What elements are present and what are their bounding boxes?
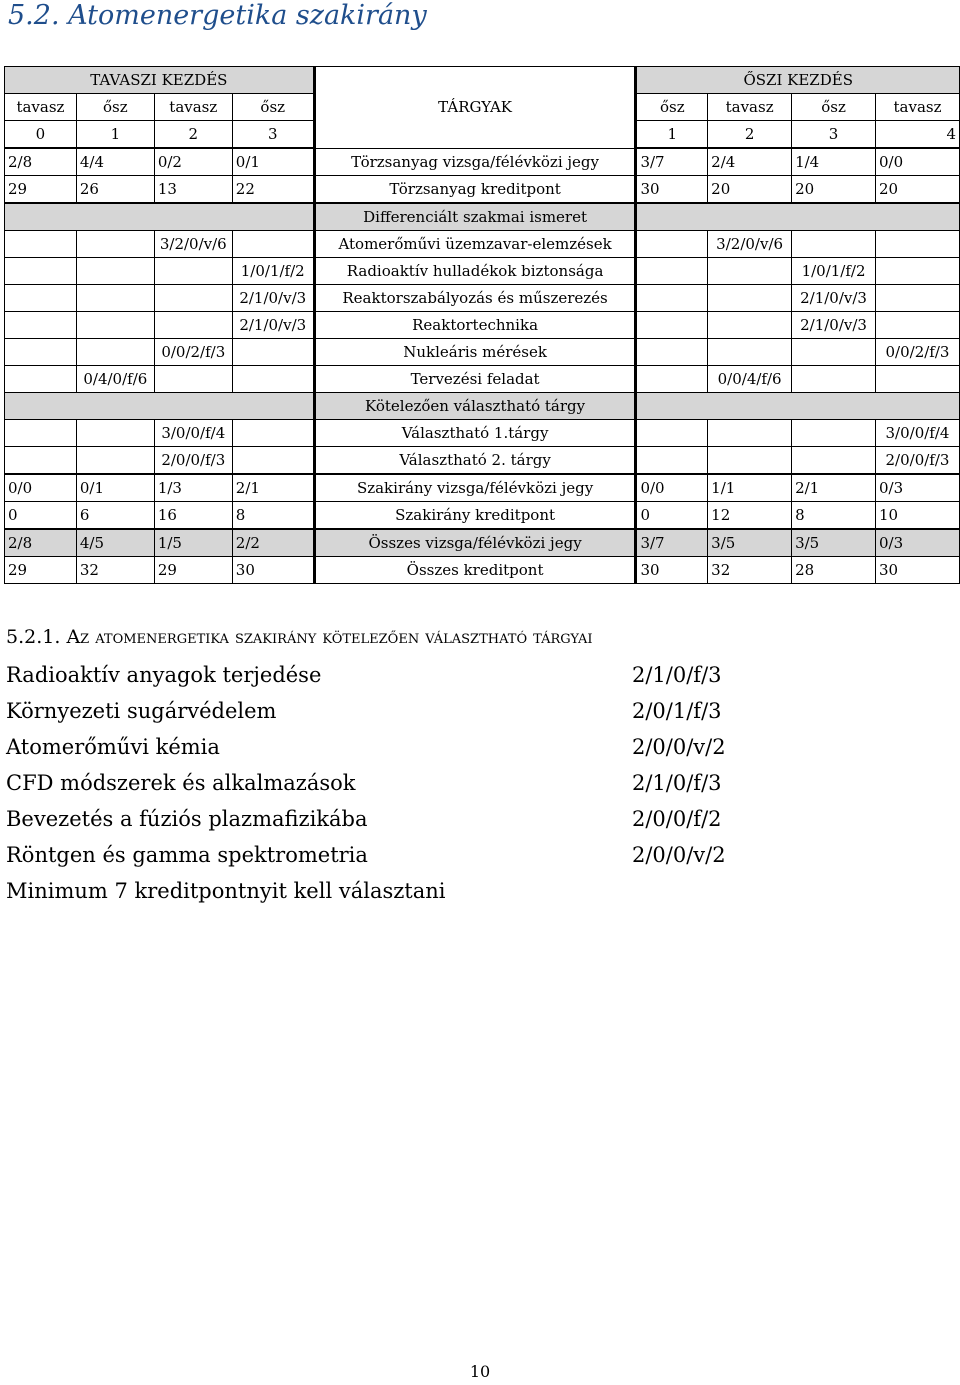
value-cell: [792, 231, 876, 258]
subject-label: Összes kreditpont: [314, 557, 636, 584]
elective-name: Röntgen és gamma spektrometria: [6, 843, 368, 867]
semester-number: 3: [232, 121, 314, 149]
value-cell: 12: [708, 502, 792, 530]
elective-name: Bevezetés a fúziós plazmafizikába: [6, 807, 368, 831]
value-cell: 2/1/0/v/3: [232, 285, 314, 312]
subject-row: [5, 258, 960, 285]
header-row: [5, 67, 960, 94]
value-cell: 2/2: [232, 529, 314, 557]
subject-label: Atomerőművi üzemzavar-elemzések: [314, 231, 636, 258]
value-cell: [5, 312, 77, 339]
value-cell: [792, 339, 876, 366]
elective-code: 2/0/0/v/2: [632, 843, 726, 867]
value-cell: 22: [232, 176, 314, 204]
note-text: Minimum 7 kreditpontnyit kell választani: [6, 879, 446, 903]
list-item: [6, 696, 906, 732]
value-cell: 32: [76, 557, 154, 584]
spec-credit-row: [5, 502, 960, 530]
spec-exam-row: [5, 474, 960, 502]
electives-list: [6, 660, 906, 912]
spring-start-header: TAVASZI KEZDÉS: [5, 67, 315, 94]
section-header-row: [5, 393, 960, 420]
semester-name: tavasz: [708, 94, 792, 121]
subject-label: Szakirány vizsga/félévközi jegy: [314, 474, 636, 502]
elective-name: CFD módszerek és alkalmazások: [6, 771, 356, 795]
subsection-title: [6, 626, 593, 648]
value-cell: 1/5: [154, 529, 232, 557]
section-header-row: [5, 203, 960, 231]
value-cell: 28: [792, 557, 876, 584]
value-cell: [154, 258, 232, 285]
value-cell: 1/0/1/f/2: [232, 258, 314, 285]
value-cell: 2/4: [708, 148, 792, 176]
value-cell: 1/4: [792, 148, 876, 176]
value-cell: [76, 312, 154, 339]
elective-name: Atomerőművi kémia: [6, 735, 220, 759]
value-cell: [636, 285, 708, 312]
semester-name: tavasz: [5, 94, 77, 121]
value-cell: [876, 231, 960, 258]
value-cell: [636, 420, 708, 447]
value-cell: [876, 258, 960, 285]
value-cell: 6: [76, 502, 154, 530]
value-cell: [636, 339, 708, 366]
elective-code: 2/0/0/v/2: [632, 735, 726, 759]
value-cell: 0: [636, 502, 708, 530]
value-cell: 2/0/0/f/3: [154, 447, 232, 475]
elective-row: [5, 447, 960, 475]
value-cell: 2/1: [792, 474, 876, 502]
value-cell: 0/0/2/f/3: [876, 339, 960, 366]
subject-label: Tervezési feladat: [314, 366, 636, 393]
semester-name: tavasz: [876, 94, 960, 121]
value-cell: 0/0: [5, 474, 77, 502]
value-cell: 0/4/0/f/6: [76, 366, 154, 393]
value-cell: [232, 366, 314, 393]
value-cell: 3/7: [636, 529, 708, 557]
value-cell: 20: [876, 176, 960, 204]
semester-number: 4: [876, 121, 960, 149]
core-credit-row: [5, 176, 960, 204]
value-cell: 3/5: [792, 529, 876, 557]
value-cell: 30: [636, 557, 708, 584]
semester-number: 1: [76, 121, 154, 149]
value-cell: 0/3: [876, 474, 960, 502]
subject-label: Törzsanyag vizsga/félévközi jegy: [314, 148, 636, 176]
list-item: [6, 840, 906, 876]
elective-code: 2/1/0/f/3: [632, 663, 722, 687]
list-item: [6, 804, 906, 840]
value-cell: 29: [5, 176, 77, 204]
value-cell: 0/0: [636, 474, 708, 502]
value-cell: 16: [154, 502, 232, 530]
curriculum-table: [4, 66, 960, 584]
semester-number: 0: [5, 121, 77, 149]
value-cell: 1/0/1/f/2: [792, 258, 876, 285]
value-cell: 3/0/0/f/4: [876, 420, 960, 447]
value-cell: [154, 366, 232, 393]
subjects-header: TÁRGYAK: [314, 67, 636, 149]
value-cell: 29: [5, 557, 77, 584]
value-cell: [792, 420, 876, 447]
elective-code: 2/0/0/f/2: [632, 807, 722, 831]
semester-name: ősz: [76, 94, 154, 121]
value-cell: [708, 285, 792, 312]
semester-number: 2: [154, 121, 232, 149]
value-cell: [876, 312, 960, 339]
value-cell: [5, 231, 77, 258]
page-heading: 5.2. Atomenergetika szakirány: [8, 0, 427, 31]
value-cell: 1/3: [154, 474, 232, 502]
value-cell: 0/1: [232, 148, 314, 176]
elective-name: Környezeti sugárvédelem: [6, 699, 277, 723]
value-cell: [5, 258, 77, 285]
value-cell: 20: [708, 176, 792, 204]
value-cell: [5, 339, 77, 366]
subject-label: Szakirány kreditpont: [314, 502, 636, 530]
value-cell: 3/0/0/f/4: [154, 420, 232, 447]
value-cell: 13: [154, 176, 232, 204]
value-cell: 3/2/0/v/6: [708, 231, 792, 258]
list-item: [6, 660, 906, 696]
value-cell: 3/5: [708, 529, 792, 557]
value-cell: [876, 285, 960, 312]
elective-header: Kötelezően választható tárgy: [314, 393, 636, 420]
value-cell: [636, 447, 708, 475]
subsection-name: Az atomenergetika szakirány kötelezően választható tárgyai: [66, 626, 593, 648]
value-cell: 3/2/0/v/6: [154, 231, 232, 258]
value-cell: [232, 231, 314, 258]
value-cell: [76, 420, 154, 447]
value-cell: [876, 366, 960, 393]
value-cell: 0/0/4/f/6: [708, 366, 792, 393]
subject-label: Reaktorszabályozás és műszerezés: [314, 285, 636, 312]
value-cell: 2/8: [5, 529, 77, 557]
elective-row: [5, 420, 960, 447]
value-cell: [636, 231, 708, 258]
value-cell: 0/3: [876, 529, 960, 557]
semester-name: tavasz: [154, 94, 232, 121]
page-number: 10: [469, 1362, 491, 1381]
subject-label: Nukleáris mérések: [314, 339, 636, 366]
value-cell: 1/1: [708, 474, 792, 502]
value-cell: 0/1: [76, 474, 154, 502]
value-cell: [636, 366, 708, 393]
list-item: [6, 768, 906, 804]
subject-label: Radioaktív hulladékok biztonsága: [314, 258, 636, 285]
value-cell: [76, 258, 154, 285]
value-cell: 26: [76, 176, 154, 204]
subject-label: Választható 2. tárgy: [314, 447, 636, 475]
value-cell: [708, 258, 792, 285]
value-cell: 0/0: [876, 148, 960, 176]
subject-row: [5, 231, 960, 258]
blank-cell: [636, 393, 960, 420]
value-cell: 8: [232, 502, 314, 530]
value-cell: 4/4: [76, 148, 154, 176]
value-cell: 2/0/0/f/3: [876, 447, 960, 475]
elective-code: 2/1/0/f/3: [632, 771, 722, 795]
value-cell: [76, 231, 154, 258]
value-cell: 3/7: [636, 148, 708, 176]
semester-number: 3: [792, 121, 876, 149]
value-cell: 32: [708, 557, 792, 584]
value-cell: [792, 447, 876, 475]
subject-label: Törzsanyag kreditpont: [314, 176, 636, 204]
semester-name: ősz: [232, 94, 314, 121]
value-cell: [708, 420, 792, 447]
value-cell: 30: [636, 176, 708, 204]
value-cell: 2/1/0/v/3: [792, 285, 876, 312]
value-cell: [636, 258, 708, 285]
list-item: [6, 732, 906, 768]
value-cell: [5, 420, 77, 447]
value-cell: 10: [876, 502, 960, 530]
value-cell: [154, 312, 232, 339]
value-cell: 0: [5, 502, 77, 530]
value-cell: [636, 312, 708, 339]
subject-row: [5, 366, 960, 393]
value-cell: 8: [792, 502, 876, 530]
subject-row: [5, 285, 960, 312]
differentiated-header: Differenciált szakmai ismeret: [314, 203, 636, 231]
value-cell: [232, 447, 314, 475]
semester-number: 1: [636, 121, 708, 149]
value-cell: [232, 420, 314, 447]
value-cell: 2/1: [232, 474, 314, 502]
value-cell: [708, 447, 792, 475]
subject-label: Választható 1.tárgy: [314, 420, 636, 447]
value-cell: [76, 447, 154, 475]
value-cell: [5, 447, 77, 475]
semester-name: ősz: [636, 94, 708, 121]
value-cell: [76, 285, 154, 312]
value-cell: 0/0/2/f/3: [154, 339, 232, 366]
value-cell: 29: [154, 557, 232, 584]
value-cell: 30: [232, 557, 314, 584]
value-cell: [154, 285, 232, 312]
value-cell: [708, 312, 792, 339]
blank-cell: [5, 203, 315, 231]
value-cell: 2/1/0/v/3: [792, 312, 876, 339]
value-cell: 0/2: [154, 148, 232, 176]
total-exam-row: [5, 529, 960, 557]
subject-row: [5, 312, 960, 339]
core-exam-row: [5, 148, 960, 176]
elective-name: Radioaktív anyagok terjedése: [6, 663, 322, 687]
value-cell: [792, 366, 876, 393]
value-cell: 2/1/0/v/3: [232, 312, 314, 339]
note: [6, 876, 906, 912]
semester-number: 2: [708, 121, 792, 149]
blank-cell: [636, 203, 960, 231]
value-cell: 4/5: [76, 529, 154, 557]
subject-label: Reaktortechnika: [314, 312, 636, 339]
value-cell: 2/8: [5, 148, 77, 176]
semester-name: ősz: [792, 94, 876, 121]
value-cell: [232, 339, 314, 366]
blank-cell: [5, 393, 315, 420]
value-cell: 20: [792, 176, 876, 204]
subject-row: [5, 339, 960, 366]
value-cell: [76, 339, 154, 366]
subject-label: Összes vizsga/félévközi jegy: [314, 529, 636, 557]
subsection-number: 5.2.1.: [6, 626, 61, 648]
value-cell: [5, 366, 77, 393]
value-cell: [5, 285, 77, 312]
value-cell: [708, 339, 792, 366]
elective-code: 2/0/1/f/3: [632, 699, 722, 723]
value-cell: 30: [876, 557, 960, 584]
autumn-start-header: ŐSZI KEZDÉS: [636, 67, 960, 94]
total-credit-row: [5, 557, 960, 584]
